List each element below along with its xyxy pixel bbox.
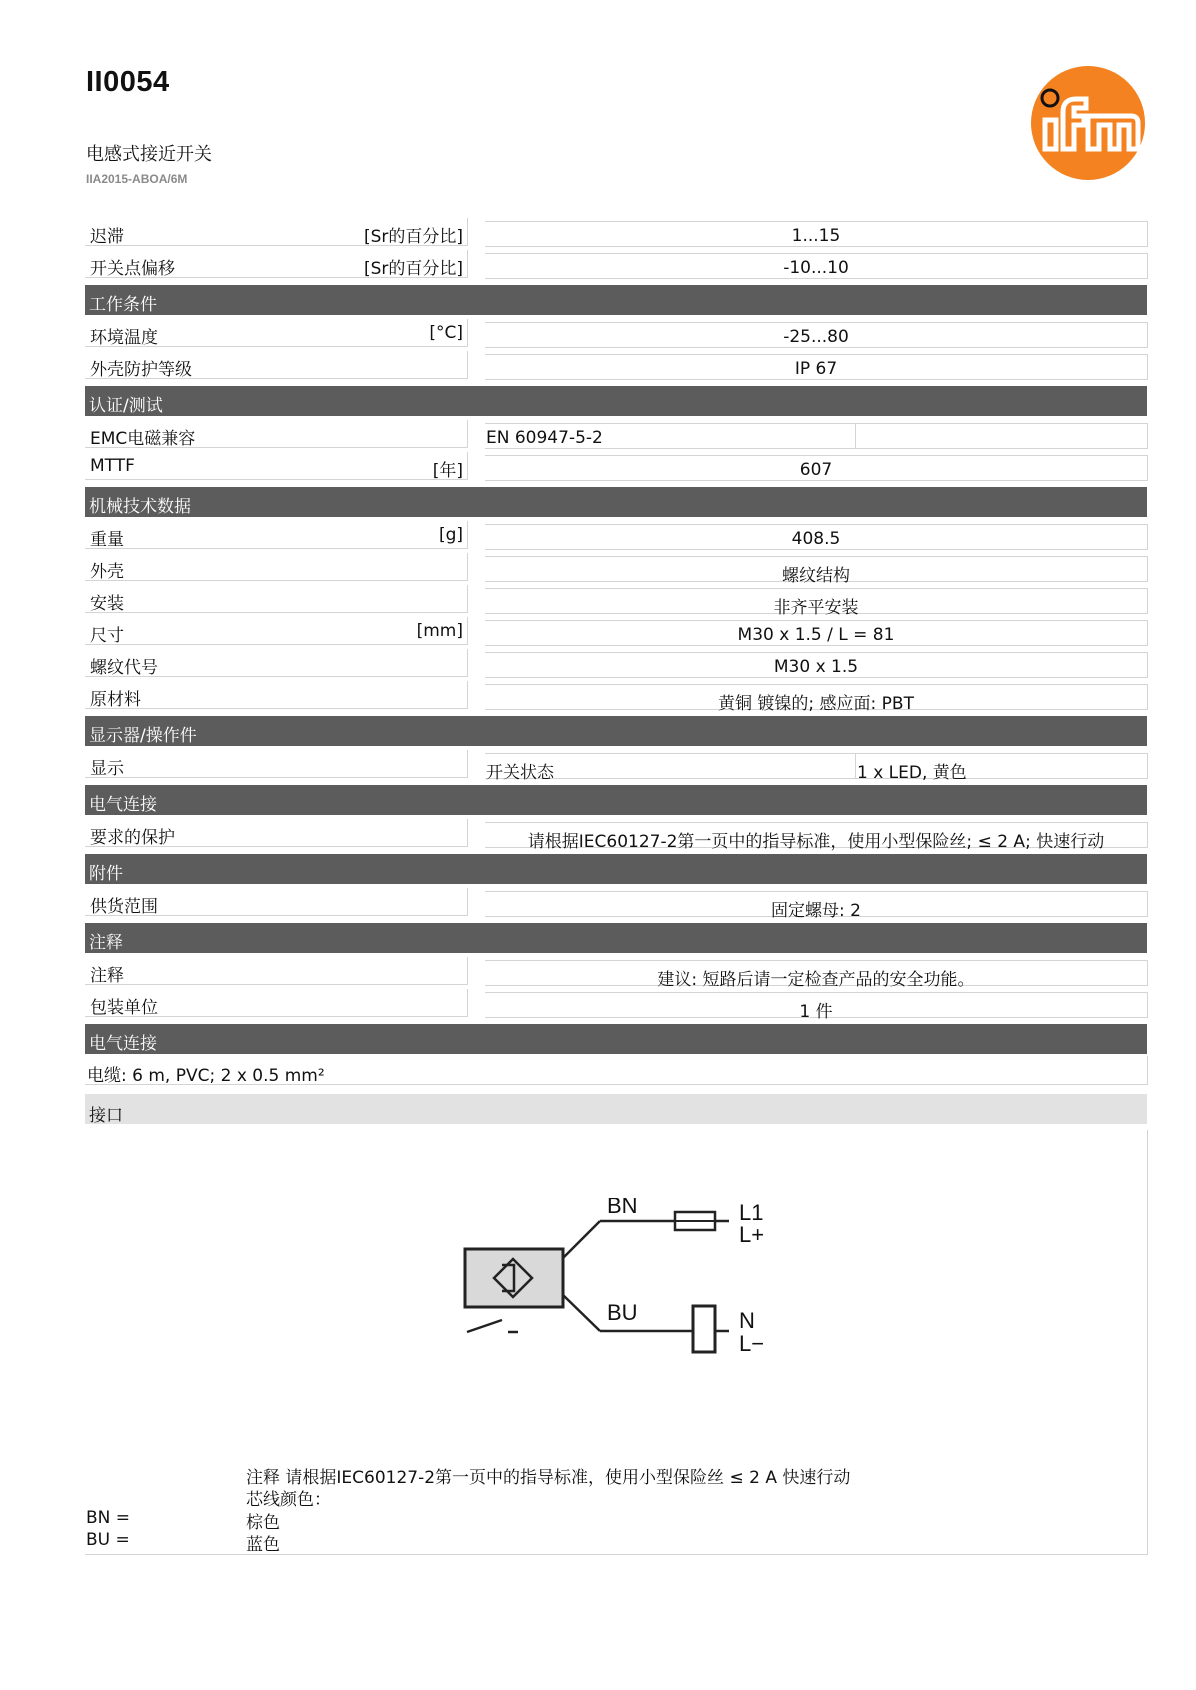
spec-row	[85, 420, 1147, 448]
unit-cell	[383, 989, 468, 1017]
spec-value: 开关状态	[486, 763, 554, 783]
section-title: 认证/测试	[89, 396, 163, 416]
spec-row	[85, 250, 1147, 278]
value-cell	[485, 684, 1148, 714]
value-cell	[485, 322, 1148, 348]
value-cell	[485, 588, 1148, 618]
spec-value: 固定螺母: 2	[771, 901, 861, 921]
value-divider	[855, 754, 856, 778]
unit-cell	[383, 888, 468, 916]
spec-row	[85, 553, 1147, 586]
spec-unit: [Sr的百分比]	[363, 259, 463, 279]
bn-value: 棕色	[246, 1513, 280, 1533]
spec-label: 外壳	[90, 562, 124, 582]
spec-value: 请根据IEC60127-2第一页中的指导标准，使用小型保险丝; ≤ 2 A; 快速行动	[527, 832, 1105, 852]
spec-row	[85, 452, 1147, 480]
cable-info	[85, 1056, 1148, 1085]
spec-label: 环境温度	[90, 328, 158, 348]
spec-label: 开关点偏移	[90, 259, 175, 279]
spec-value: 1...15	[791, 226, 841, 246]
spec-unit: [mm]	[416, 621, 463, 641]
value-cell	[485, 822, 1148, 852]
spec-row	[85, 521, 1147, 549]
section-header	[85, 854, 1147, 884]
wiring-diagram	[462, 1198, 782, 1358]
section-header	[85, 785, 1147, 815]
spec-value: IP 67	[794, 359, 838, 379]
spec-row	[85, 351, 1147, 379]
section-title: 电气连接	[89, 1034, 157, 1054]
spec-value: 黄铜 镀镍的; 感应面: PBT	[718, 694, 914, 714]
spec-row	[85, 989, 1147, 1022]
section-header	[85, 487, 1147, 517]
bu-key: BU =	[86, 1530, 130, 1550]
spec-value: 建议: 短路后请一定检查产品的安全功能。	[657, 970, 975, 990]
spec-label: 要求的保护	[90, 828, 175, 848]
unit-cell	[383, 750, 468, 778]
spec-value-2: 1 x LED, 黄色	[857, 763, 967, 783]
cable-text: 电缆: 6 m, PVC; 2 x 0.5 mm²	[87, 1066, 325, 1086]
spec-value: 408.5	[791, 529, 841, 549]
spec-label: 原材料	[90, 690, 141, 710]
section-title: 工作条件	[89, 295, 157, 315]
spec-label: MTTF	[90, 456, 135, 476]
terminal-l1-label: L1	[739, 1200, 764, 1225]
section-title: 电气连接	[89, 795, 157, 815]
section-title: 显示器/操作件	[89, 726, 197, 746]
spec-label: 重量	[90, 530, 124, 550]
section-header	[85, 386, 1147, 416]
spec-value: 1 件	[799, 1002, 833, 1022]
spec-label: EMC电磁兼容	[90, 429, 196, 449]
product-code: II0054	[86, 66, 170, 98]
value-cell	[485, 960, 1148, 990]
value-cell	[485, 354, 1148, 380]
unit-cell	[383, 420, 468, 448]
label-cell	[85, 957, 383, 985]
value-divider	[855, 424, 856, 448]
label-cell	[85, 553, 383, 581]
unit-cell	[383, 649, 468, 677]
value-cell	[485, 891, 1148, 921]
spec-row	[85, 617, 1147, 645]
interface-title: 接口	[89, 1106, 123, 1126]
spec-label: 注释	[90, 966, 124, 986]
unit-cell	[383, 819, 468, 847]
wire-bu-label: BU	[607, 1300, 638, 1325]
spec-label: 安装	[90, 594, 124, 614]
label-cell	[85, 585, 383, 613]
spec-unit: [Sr的百分比]	[363, 227, 463, 247]
spec-value: -10...10	[783, 258, 849, 278]
bn-key: BN =	[86, 1508, 131, 1528]
label-cell	[85, 750, 383, 778]
spec-row	[85, 218, 1147, 246]
section-title: 附件	[89, 864, 123, 884]
spec-unit: [°C]	[429, 323, 463, 343]
spec-label: 迟滞	[90, 227, 124, 247]
bu-value: 蓝色	[246, 1535, 280, 1555]
section-header	[85, 716, 1147, 746]
value-cell	[485, 221, 1148, 247]
spec-value: EN 60947-5-2	[486, 428, 603, 448]
fuse-note: 注释 请根据IEC60127-2第一页中的指导标准，使用小型保险丝 ≤ 2 A 快速行动	[246, 1468, 851, 1488]
spec-row	[85, 819, 1147, 852]
spec-row	[85, 957, 1147, 990]
article-number: IIA2015-ABOA/6M	[86, 172, 188, 186]
spec-row	[85, 750, 1147, 783]
product-type: 电感式接近开关	[86, 144, 212, 165]
section-header	[85, 923, 1147, 953]
spec-label: 包装单位	[90, 998, 158, 1018]
value-cell	[485, 753, 1148, 783]
spec-label: 螺纹代号	[90, 658, 158, 678]
spec-label: 显示	[90, 759, 124, 779]
spec-value: M30 x 1.5 / L = 81	[737, 625, 895, 645]
value-cell	[485, 455, 1148, 481]
section-title: 机械技术数据	[89, 497, 191, 517]
value-cell	[485, 524, 1148, 550]
interface-header	[85, 1094, 1147, 1124]
spec-row	[85, 681, 1147, 714]
spec-label: 供货范围	[90, 897, 158, 917]
unit-cell	[383, 351, 468, 379]
terminal-lminus-label: L−	[739, 1331, 765, 1356]
core-colors-heading: 芯线颜色：	[246, 1490, 331, 1510]
unit-cell	[383, 681, 468, 709]
spec-value: -25...80	[783, 327, 849, 347]
value-cell	[485, 652, 1148, 678]
value-cell	[485, 620, 1148, 646]
spec-value: 螺纹结构	[782, 566, 850, 586]
section-title: 注释	[89, 933, 123, 953]
terminal-n-label: N	[739, 1308, 755, 1333]
spec-row	[85, 319, 1147, 347]
ifm-logo	[1030, 65, 1146, 181]
section-header	[85, 1024, 1147, 1054]
unit-cell	[383, 585, 468, 613]
spec-unit: [g]	[438, 525, 463, 545]
value-cell	[485, 992, 1148, 1022]
spec-value: 非齐平安装	[773, 598, 859, 618]
spec-row	[85, 649, 1147, 677]
spec-row	[85, 888, 1147, 921]
section-header	[85, 285, 1147, 315]
value-cell	[485, 253, 1148, 279]
spec-unit: [年]	[432, 461, 463, 481]
spec-label: 外壳防护等级	[90, 360, 192, 380]
spec-label: 尺寸	[90, 626, 124, 646]
spec-row	[85, 585, 1147, 618]
unit-cell	[383, 957, 468, 985]
value-cell	[485, 556, 1148, 586]
unit-cell	[383, 553, 468, 581]
spec-value: 607	[799, 460, 833, 480]
value-cell	[485, 423, 1148, 449]
terminal-lplus-label: L+	[739, 1222, 765, 1247]
wire-bn-label: BN	[607, 1198, 638, 1218]
spec-value: M30 x 1.5	[773, 657, 859, 677]
